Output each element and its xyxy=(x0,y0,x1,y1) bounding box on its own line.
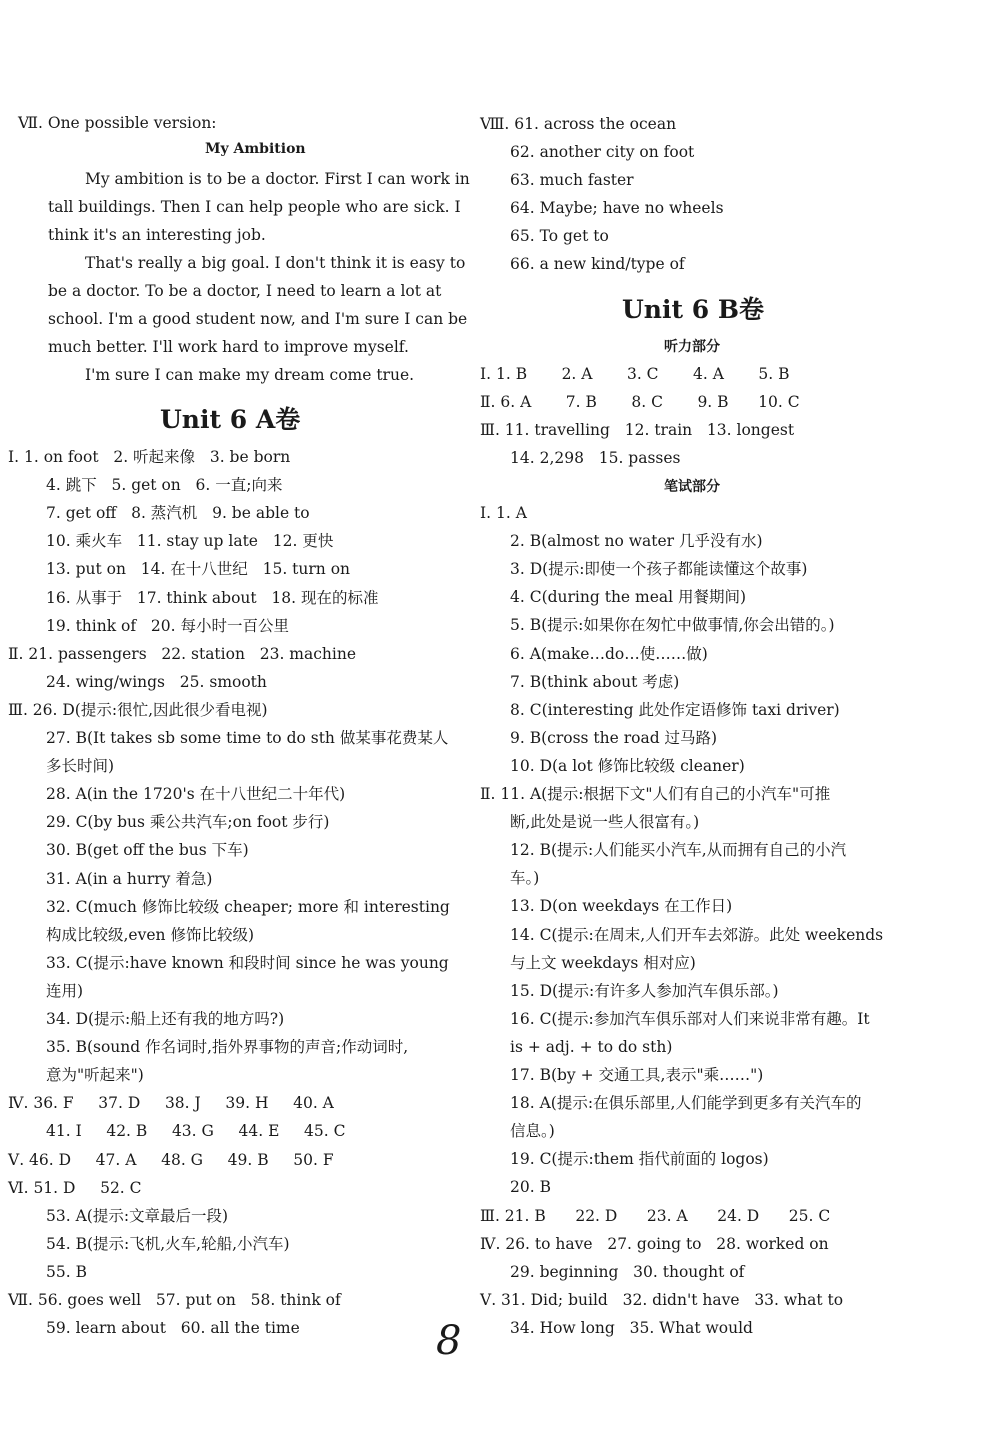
answer-line: 35. B(sound 作名词时,指外界事物的声音;作动词时, xyxy=(46,1038,409,1057)
answer-line: 9. B(cross the road 过马路) xyxy=(510,728,718,747)
answer-line: 信息。) xyxy=(510,1122,555,1141)
essay-title: My Ambition xyxy=(205,141,306,157)
answer-line: 14. C(提示:在周末,人们开车去郊游。此处 weekends xyxy=(510,925,884,944)
essay-line: My ambition is to be a doctor. First I can work in xyxy=(85,170,470,188)
answer-line: 16. 从事于 17. think about 18. 现在的标准 xyxy=(46,588,379,607)
answer-line: 27. B(It takes sb some time to do sth 做某事花费某人 xyxy=(46,729,449,747)
answer-line: 13. put on 14. 在十八世纪 15. turn on xyxy=(46,560,351,579)
answer-line: 29. C(by bus 乘公共汽车;on foot 步行) xyxy=(46,813,330,832)
answer-line: 28. A(in the 1720's 在十八世纪二十年代) xyxy=(46,785,346,804)
answer-line: 4. 跳下 5. get on 6. 一直;向来 xyxy=(46,476,283,495)
essay-line: That's really a big goal. I don't think it is easy to xyxy=(85,254,466,272)
answer-line: 53. A(提示:文章最后一段) xyxy=(46,1206,229,1225)
answer-line: 构成比较级,even 修饰比较级) xyxy=(46,925,254,944)
answer-line: 55. B xyxy=(46,1262,87,1281)
answer-line: Ⅱ. 21. passengers 22. station 23. machine xyxy=(8,644,357,663)
answer-line: 17. B(by + 交通工具,表示"乘……") xyxy=(510,1066,764,1084)
answer-line: 20. B xyxy=(510,1178,551,1197)
answer-line: 63. much faster xyxy=(510,171,634,189)
page-number: 8 xyxy=(436,1318,462,1364)
answer-line: 7. B(think about 考虑) xyxy=(510,672,680,691)
answer-line: Ⅱ. 6. A 7. B 8. C 9. B 10. C xyxy=(480,393,800,411)
answer-line: 4. C(during the meal 用餐期间) xyxy=(510,588,747,607)
answer-line: 断,此处是说一些人很富有。) xyxy=(510,813,700,832)
answer-line: Ⅰ. 1. B 2. A 3. C 4. A 5. B xyxy=(480,365,790,383)
answer-line: 2. B(almost no water 几乎没有水) xyxy=(510,532,763,551)
answer-line: Ⅲ. 21. B 22. D 23. A 24. D 25. C xyxy=(480,1206,831,1225)
answer-line: 62. another city on foot xyxy=(510,143,695,161)
answer-line: 16. C(提示:参加汽车俱乐部对人们来说非常有趣。It xyxy=(510,1009,870,1028)
answer-line: 12. B(提示:人们能买小汽车,从而拥有自己的小汽 xyxy=(510,841,847,860)
answer-line: Ⅳ. 36. F 37. D 38. J 39. H 40. A xyxy=(8,1094,334,1113)
essay-line: think it's an interesting job. xyxy=(48,226,266,244)
answer-line: 34. How long 35. What would xyxy=(510,1318,753,1337)
essay-line: tall buildings. Then I can help people who are sick. I xyxy=(48,198,461,216)
answer-line: 14. 2,298 15. passes xyxy=(510,449,681,467)
answer-line: 5. B(提示:如果你在匆忙中做事情,你会出错的。) xyxy=(510,616,835,635)
answer-line: 30. B(get off the bus 下车) xyxy=(46,841,249,860)
answer-line: 66. a new kind/type of xyxy=(510,255,685,273)
answer-line: 19. think of 20. 每小时一百公里 xyxy=(46,616,289,635)
answer-line: 65. To get to xyxy=(510,227,609,245)
answer-line: 41. I 42. B 43. G 44. E 45. C xyxy=(46,1122,346,1141)
answer-line: 车。) xyxy=(510,869,540,888)
answer-line: is + adj. + to do sth) xyxy=(510,1037,673,1056)
answer-line: 19. C(提示:them 指代前面的 logos) xyxy=(510,1150,769,1169)
answer-line: 33. C(提示:have known 和段时间 since he was young xyxy=(46,953,449,972)
answer-line: 13. D(on weekdays 在工作日) xyxy=(510,897,733,916)
answer-line: Ⅲ. 26. D(提示:很忙,因此很少看电视) xyxy=(8,700,268,719)
answer-line: 连用) xyxy=(46,981,84,1000)
listening-section-title: 听力部分 xyxy=(664,339,720,355)
answer-line: 7. get off 8. 蒸汽机 9. be able to xyxy=(46,504,310,523)
answer-line: Ⅶ. 56. goes well 57. put on 58. think of xyxy=(8,1291,341,1309)
answer-line: 34. D(提示:船上还有我的地方吗?) xyxy=(46,1010,285,1028)
answer-line: Ⅰ. 1. on foot 2. 听起来像 3. be born xyxy=(8,448,291,466)
essay-line: school. I'm a good student now, and I'm sure I can be xyxy=(48,310,468,328)
essay-line: much better. I'll work hard to improve myself. xyxy=(48,338,409,356)
answer-line: 10. 乘火车 11. stay up late 12. 更快 xyxy=(46,532,334,551)
answer-line: 18. A(提示:在俱乐部里,人们能学到更多有关汽车的 xyxy=(510,1094,862,1113)
essay-label: Ⅶ. One possible version: xyxy=(18,114,217,132)
answer-line: Ⅲ. 11. travelling 12. train 13. longest xyxy=(480,421,795,439)
answer-line: 15. D(提示:有许多人参加汽车俱乐部。) xyxy=(510,981,779,1000)
answer-line: Ⅵ. 51. D 52. C xyxy=(8,1178,142,1197)
unit-title-a: Unit 6 A卷 xyxy=(160,405,301,434)
answer-line: Ⅰ. 1. A xyxy=(480,504,527,522)
answer-line: 与上文 weekdays 相对应) xyxy=(510,953,696,972)
answer-line: Ⅴ. 46. D 47. A 48. G 49. B 50. F xyxy=(8,1150,334,1169)
answer-line: 6. A(make…do…使……做) xyxy=(510,644,708,663)
answer-line: 24. wing/wings 25. smooth xyxy=(46,672,267,691)
answer-line: 3. D(提示:即使一个孩子都能读懂这个故事) xyxy=(510,560,808,579)
unit-title-b: Unit 6 B卷 xyxy=(622,295,764,324)
answer-line: 10. D(a lot 修饰比较级 cleaner) xyxy=(510,756,745,775)
answer-line: 64. Maybe; have no wheels xyxy=(510,199,724,217)
answer-line: 多长时间) xyxy=(46,757,115,776)
answer-line: Ⅴ. 31. Did; build 32. didn't have 33. what to xyxy=(480,1290,844,1309)
answer-line: Ⅳ. 26. to have 27. going to 28. worked on xyxy=(480,1234,829,1253)
writing-section-title: 笔试部分 xyxy=(664,479,720,495)
essay-line: I'm sure I can make my dream come true. xyxy=(85,366,415,384)
answer-line: 32. C(much 修饰比较级 cheaper; more 和 interesting xyxy=(46,897,450,916)
answer-line: 意为"听起来") xyxy=(46,1066,144,1085)
essay-line: be a doctor. To be a doctor, I need to learn a lot at xyxy=(48,282,442,300)
answer-line: Ⅷ. 61. across the ocean xyxy=(480,115,677,133)
answer-line: 29. beginning 30. thought of xyxy=(510,1262,745,1281)
answer-line: 31. A(in a hurry 着急) xyxy=(46,869,213,888)
answer-line: 59. learn about 60. all the time xyxy=(46,1319,300,1338)
answer-line: 8. C(interesting 此处作定语修饰 taxi driver) xyxy=(510,700,840,719)
answer-line: 54. B(提示:飞机,火车,轮船,小汽车) xyxy=(46,1234,290,1253)
answer-line: Ⅱ. 11. A(提示:根据下文"人们有自己的小汽车"可推 xyxy=(480,785,831,803)
